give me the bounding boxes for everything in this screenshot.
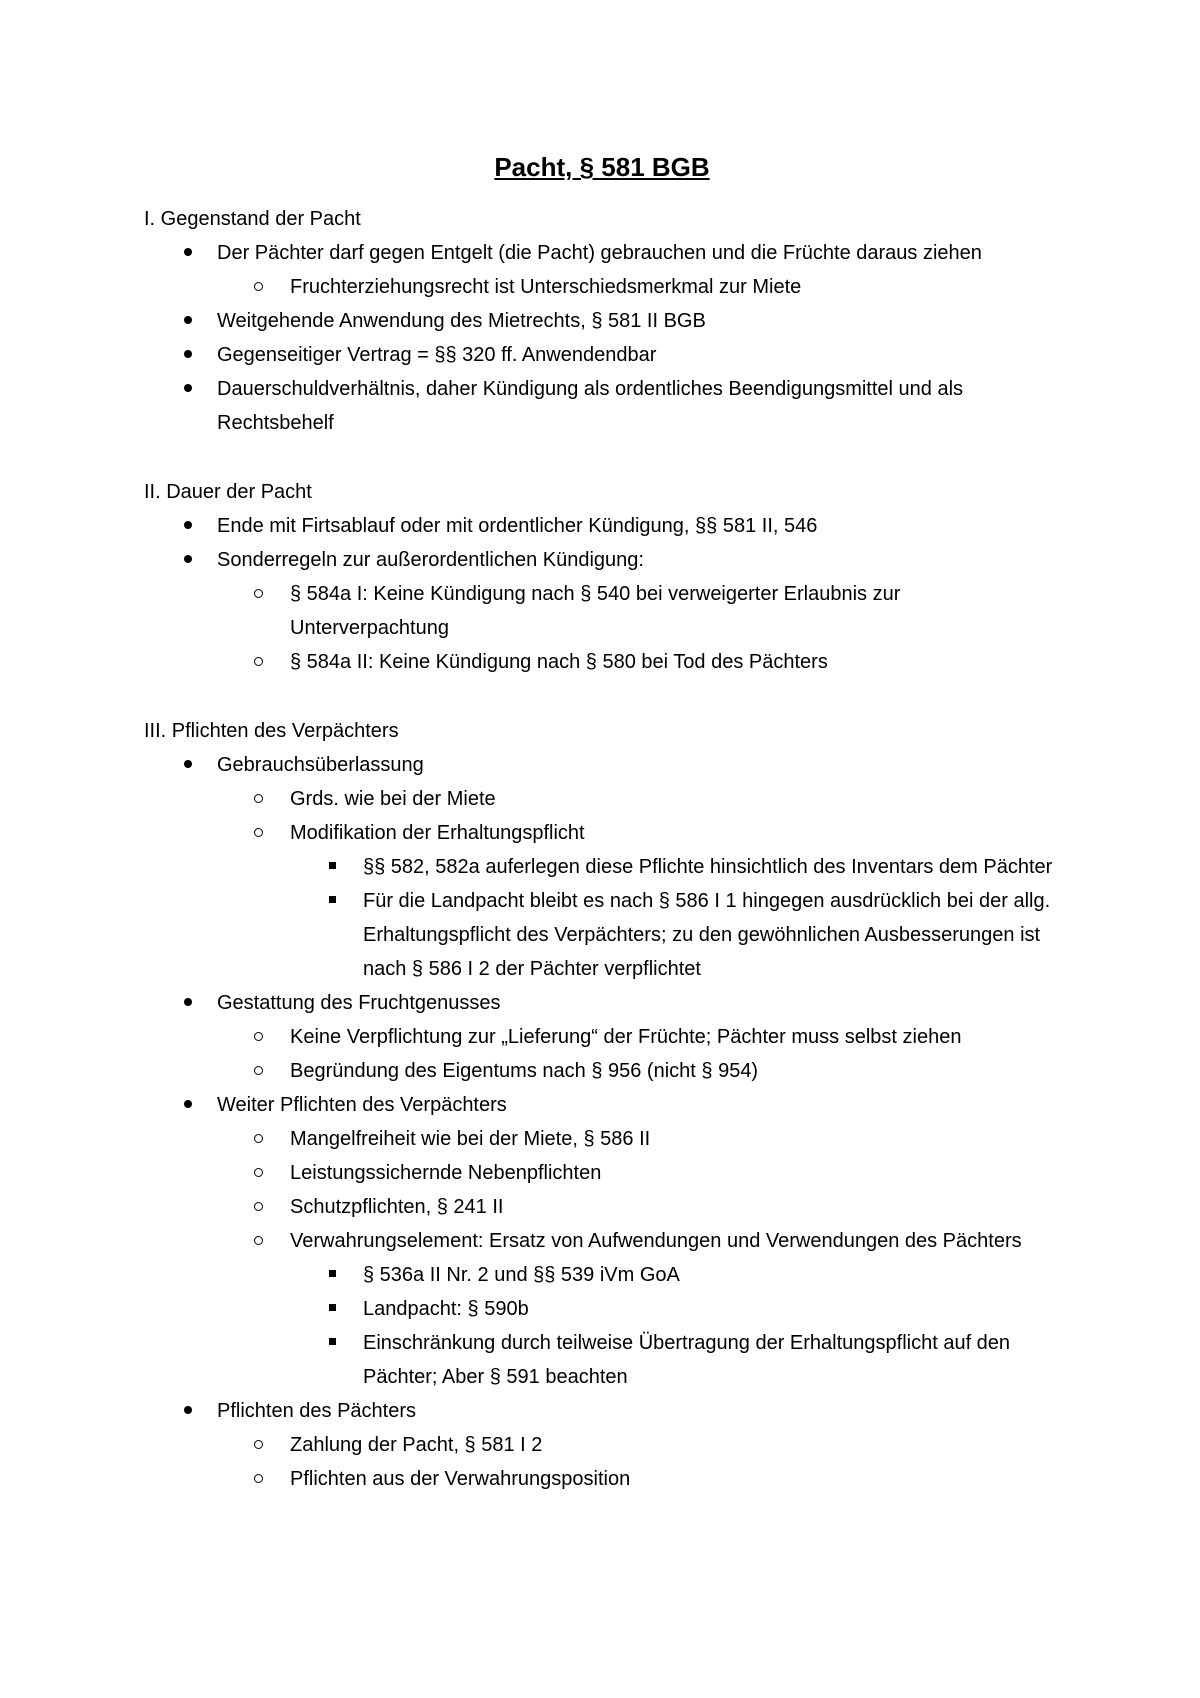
list-item xyxy=(144,850,1060,884)
bullet-dot-icon xyxy=(184,748,192,782)
list-item-text: Schutzpflichten, § 241 II xyxy=(290,1196,504,1218)
document-body xyxy=(144,202,1060,1496)
list-item xyxy=(144,1428,1060,1462)
document-title: Pacht, § 581 BGB xyxy=(494,152,710,182)
list-item-text: Dauerschuldverhältnis, daher Kündigung als ordentliches Beendigungsmittel und als Rechtsbehelf xyxy=(217,378,964,434)
bullet-dot-icon xyxy=(184,1088,192,1122)
list-item-text: Verwahrungselement: Ersatz von Aufwendungen und Verwendungen des Pächters xyxy=(290,1230,1022,1252)
list-item xyxy=(144,270,1060,304)
bullet-square-icon xyxy=(329,1326,336,1360)
bullet-square-icon xyxy=(329,1292,336,1326)
bullet-dot-icon xyxy=(184,986,192,1020)
list-item xyxy=(144,1258,1060,1292)
list-item-text: Sonderregeln zur außerordentlichen Kündigung: xyxy=(217,549,644,571)
list-item xyxy=(144,816,1060,850)
bullet-circle-icon xyxy=(254,1224,263,1258)
list-item-text: Gebrauchsüberlassung xyxy=(217,754,424,776)
list-item-text: Modifikation der Erhaltungspflicht xyxy=(290,822,585,844)
bullet-square-icon xyxy=(329,850,336,884)
list-item-text: Gestattung des Fruchtgenusses xyxy=(217,992,501,1014)
section-2 xyxy=(144,475,1060,679)
list-item xyxy=(144,748,1060,782)
bullet-dot-icon xyxy=(184,509,192,543)
list-item xyxy=(144,1020,1060,1054)
section-heading: III. Pflichten des Verpächters xyxy=(144,720,399,742)
list-item xyxy=(144,986,1060,1020)
bullet-list xyxy=(144,509,1060,679)
bullet-circle-icon xyxy=(254,270,263,304)
list-item-text: Weiter Pflichten des Verpächters xyxy=(217,1094,507,1116)
list-item-text: Einschränkung durch teilweise Übertragung der Erhaltungspflicht auf den Pächter; Aber § 591 beachten xyxy=(363,1332,1011,1388)
list-item xyxy=(144,543,1060,577)
list-item xyxy=(144,1292,1060,1326)
list-item-text: Mangelfreiheit wie bei der Miete, § 586 II xyxy=(290,1128,651,1150)
list-item xyxy=(144,1326,1060,1394)
list-item-text: Weitgehende Anwendung des Mietrechts, § 581 II BGB xyxy=(217,310,706,332)
bullet-circle-icon xyxy=(254,816,263,850)
list-item xyxy=(144,884,1060,986)
bullet-dot-icon xyxy=(184,1394,192,1428)
bullet-circle-icon xyxy=(254,1122,263,1156)
list-item-text: Ende mit Firtsablauf oder mit ordentlicher Kündigung, §§ 581 II, 546 xyxy=(217,515,818,537)
list-item-text: § 536a II Nr. 2 und §§ 539 iVm GoA xyxy=(363,1264,680,1286)
list-item xyxy=(144,1054,1060,1088)
list-item-text: Grds. wie bei der Miete xyxy=(290,788,496,810)
list-item-text: §§ 582, 582a auferlegen diese Pflichte hinsichtlich des Inventars dem Pächter xyxy=(363,856,1053,878)
list-item-text: Landpacht: § 590b xyxy=(363,1298,529,1320)
list-item xyxy=(144,1462,1060,1496)
bullet-circle-icon xyxy=(254,577,263,611)
bullet-dot-icon xyxy=(184,543,192,577)
list-item-text: Pflichten aus der Verwahrungsposition xyxy=(290,1468,631,1490)
list-item xyxy=(144,236,1060,270)
list-item-text: § 584a II: Keine Kündigung nach § 580 bei Tod des Pächters xyxy=(290,651,828,673)
bullet-list xyxy=(144,748,1060,1496)
list-item xyxy=(144,577,1060,645)
list-item-text: Für die Landpacht bleibt es nach § 586 I 1 hingegen ausdrücklich bei der allg. Erhaltungspflicht des Verpächters; zu den gewöhnlichen Ausbesserungen ist nach § 586 I 2 der Pächter verpflichtet xyxy=(363,890,1051,980)
section-1 xyxy=(144,202,1060,440)
list-item xyxy=(144,1190,1060,1224)
list-item xyxy=(144,1394,1060,1428)
bullet-dot-icon xyxy=(184,372,192,406)
bullet-circle-icon xyxy=(254,1156,263,1190)
list-item xyxy=(144,782,1060,816)
list-item-text: Begründung des Eigentums nach § 956 (nicht § 954) xyxy=(290,1060,759,1082)
bullet-circle-icon xyxy=(254,1428,263,1462)
bullet-list xyxy=(144,236,1060,440)
list-item xyxy=(144,338,1060,372)
list-item-text: Leistungssichernde Nebenpflichten xyxy=(290,1162,602,1184)
list-item xyxy=(144,304,1060,338)
list-item xyxy=(144,1122,1060,1156)
bullet-circle-icon xyxy=(254,1190,263,1224)
bullet-dot-icon xyxy=(184,236,192,270)
list-item xyxy=(144,1156,1060,1190)
list-item-text: Fruchterziehungsrecht ist Unterschiedsmerkmal zur Miete xyxy=(290,276,802,298)
bullet-dot-icon xyxy=(184,304,192,338)
bullet-circle-icon xyxy=(254,1020,263,1054)
list-item-text: Der Pächter darf gegen Entgelt (die Pacht) gebrauchen und die Früchte daraus ziehen xyxy=(217,242,982,264)
list-item-text: Zahlung der Pacht, § 581 I 2 xyxy=(290,1434,543,1456)
list-item-text: Gegenseitiger Vertrag = §§ 320 ff. Anwendendbar xyxy=(217,344,657,366)
list-item xyxy=(144,1088,1060,1122)
bullet-dot-icon xyxy=(184,338,192,372)
bullet-circle-icon xyxy=(254,1054,263,1088)
bullet-circle-icon xyxy=(254,645,263,679)
bullet-square-icon xyxy=(329,1258,336,1292)
list-item xyxy=(144,372,1060,440)
section-heading: I. Gegenstand der Pacht xyxy=(144,208,361,230)
list-item-text: § 584a I: Keine Kündigung nach § 540 bei verweigerter Erlaubnis zur Unterverpachtung xyxy=(290,583,901,639)
bullet-circle-icon xyxy=(254,1462,263,1496)
section-heading: II. Dauer der Pacht xyxy=(144,481,312,503)
bullet-circle-icon xyxy=(254,782,263,816)
list-item-text: Pflichten des Pächters xyxy=(217,1400,416,1422)
section-3 xyxy=(144,714,1060,1496)
list-item-text: Keine Verpflichtung zur „Lieferung“ der Früchte; Pächter muss selbst ziehen xyxy=(290,1026,962,1048)
list-item xyxy=(144,1224,1060,1258)
list-item xyxy=(144,509,1060,543)
bullet-square-icon xyxy=(329,884,336,918)
list-item xyxy=(144,645,1060,679)
